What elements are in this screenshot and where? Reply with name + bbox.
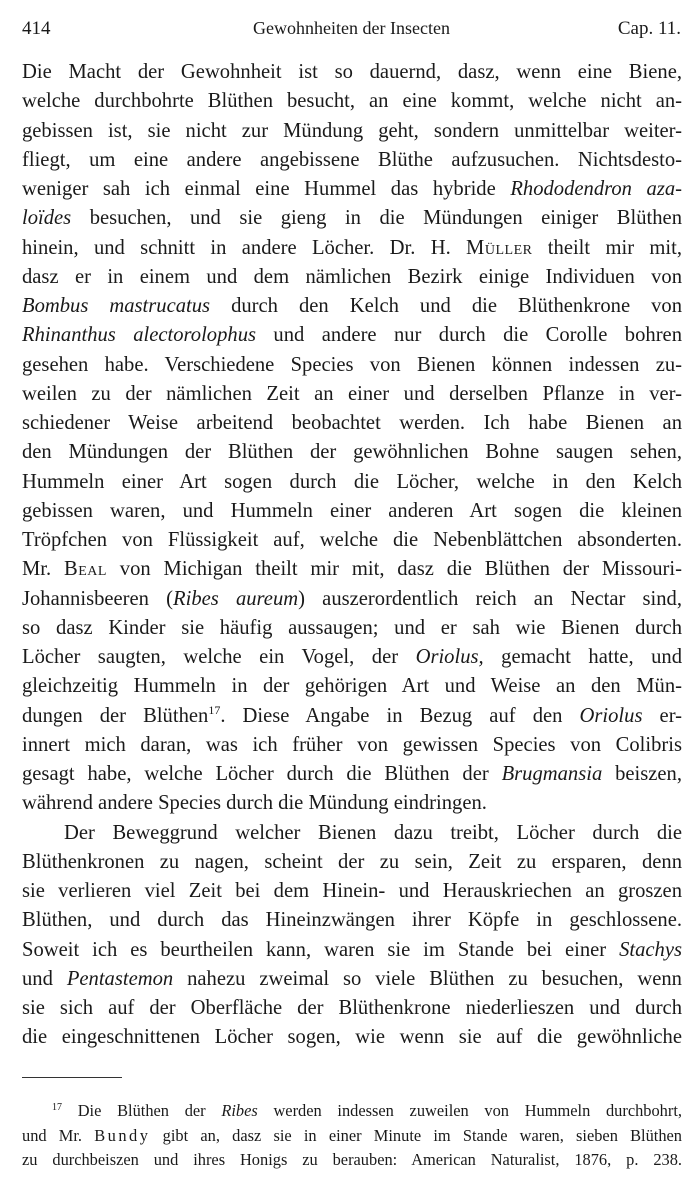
text-line [22,643,682,672]
text-span: gibt an, dasz sie in einer Minute im Stande waren, sieben Blüthen [150,1125,682,1145]
text-line [22,234,682,263]
text-line: Hummeln einer Art sogen durch die Löcher, welche in den Kelch [22,470,682,493]
text-span: und [22,967,67,990]
text-line [22,204,682,233]
text-span: theilt mir mit, [532,236,682,259]
text-line: sie verlieren viel Zeit bei dem Hinein- und Herauskriechen an groszen [22,880,682,902]
text-line: gebissen waren, und Hummeln einer anderen Art sogen die kleinen [22,499,682,522]
text-line [22,965,682,994]
text-line: welche durchbohrte Blüthen besucht, an eine kommt, welche nicht an- [22,90,682,113]
text-line [22,292,682,321]
text-line: Blüthen, und durch das Hineinzwängen ihrer Köpfe in geschlossene. [22,909,682,932]
text-span: von Michigan theilt mir mit, dasz die Blüthen der Missouri- [106,558,682,581]
text-line [22,175,682,204]
text-span: besuchen, und sie gieng in die Mündungen einiger Blüthen [71,207,682,230]
italic-term: loïdes [22,207,72,230]
text-span: gemacht hatte, und [483,646,682,668]
text-line [22,760,682,789]
text-line: Tröpfchen von Flüssigkeit auf, welche die Nebenblättchen absonderten. [22,529,682,551]
text-line: weilen zu der nämlichen Zeit an einer und derselben Pflanze in ver- [22,382,682,405]
paragraph-2 [22,819,682,1053]
footnote-line: zu durchbeiszen und ihres Honigs zu berauben: American Naturalist, 1876, p. 238. [22,1150,682,1169]
author-name: Bundy [94,1125,151,1145]
text-span: Johannisbeeren ( [22,587,174,610]
italic-term: Stachys [619,938,682,961]
italic-term: Bombus mastrucatus [22,295,211,317]
text-span: hinein, und schnitt in andere Löcher. Dr. H. [22,236,467,259]
italic-term: Ribes aureum [173,587,299,610]
text-span: Soweit ich es beurtheilen kann, waren sie im Stande bei einer [22,938,620,961]
text-line: dasz er in einem und dem nämlichen Bezirk einige Individuen von [22,265,682,288]
page-header [22,18,681,48]
text-span: Löcher saugten, welche ein Vogel, der [22,646,416,668]
text-span: und andere nur durch die Corolle bohren [256,324,682,347]
text-line [22,321,682,350]
italic-term: Oriolus, [415,646,484,668]
text-span: . Diese Angabe in Bezug auf den [220,704,580,727]
chapter-label: Cap. 11. [617,18,681,39]
text-line [22,555,682,584]
italic-term: Pentastemon [66,967,174,990]
footnote-line [22,1124,682,1149]
text-span: gesagt habe, welche Löcher durch die Blüthen der [22,763,502,785]
text-line: sie sich auf der Oberfläche der Blüthenkrone niederlieszen und durch [22,997,682,1019]
text-span: dungen der Blüthen [22,704,209,727]
italic-term: Brugmansia [501,763,603,785]
text-span: weniger sah ich einmal eine Hummel das hybride [22,178,511,200]
text-line: Der Beweggrund welcher Bienen dazu treibt, Löcher durch die [64,821,682,844]
footnote-divider [22,1077,122,1078]
text-line: Die Macht der Gewohnheit ist so dauernd, dasz, wenn eine Biene, [22,61,682,83]
italic-term: Ribes [221,1101,258,1120]
text-line [22,702,682,731]
text-line: so dasz Kinder sie häufig aussaugen; und er sah wie Bienen durch [22,616,682,639]
paragraph-1 [22,58,682,819]
author-name: Beal [64,558,107,581]
running-title: Gewohnheiten der Insecten [253,18,450,38]
page-number: 414 [22,18,51,39]
text-span: durch den Kelch und die Blüthenkrone von [210,295,682,317]
text-span: werden indessen zuweilen von Hummeln durchbohrt, [257,1101,682,1120]
text-line [22,936,682,965]
italic-term: Rhinanthus alectorolophus [22,324,257,347]
text-line: schiedener Weise arbeitend beobachtet werden. Ich habe Bienen an [22,412,682,434]
text-line: innert mich daran, was ich früher von gewissen Species von Colibris [22,733,682,756]
footnote-reference[interactable]: 17 [208,702,221,717]
footnote-marker: 17 [52,1102,62,1113]
text-span: Mr. [22,558,65,581]
footnote-17 [22,1099,682,1173]
italic-term: Rhododendron aza- [510,178,682,200]
text-line: während andere Species durch die Mündung eindringen. [22,792,487,815]
text-line: gleichzeitig Hummeln in der gehörigen Art und Weise an den Mün- [22,675,682,698]
text-line: die eingeschnittenen Löcher sogen, wie wenn sie auf die gewöhnliche [22,1026,682,1049]
text-line: gesehen habe. Verschiedene Species von Bienen können indessen zu- [22,353,682,376]
text-span: ) auszerordentlich reich an Nectar sind, [298,587,682,610]
author-name: Müller [466,236,533,259]
main-text [22,58,682,1053]
text-line: gebissen ist, sie nicht zur Mündung geht, sondern unmittelbar weiter- [22,119,682,142]
footnote-line [22,1099,682,1124]
text-span: er- [642,704,682,727]
text-line: Blüthenkronen zu nagen, scheint der zu sein, Zeit zu ersparen, denn [22,850,682,873]
text-line: den Mündungen der Blüthen der gewöhnlichen Bohne saugen sehen, [22,441,682,464]
italic-term: Oriolus [579,704,643,727]
text-span: nahezu zweimal so viele Blüthen zu besuchen, wenn [173,967,682,990]
text-span: beiszen, [602,763,682,785]
text-span: Die Blüthen der [62,1101,222,1120]
text-line: fliegt, um eine andere angebissene Blüthe aufzusuchen. Nichtsdesto- [22,148,682,171]
text-line [22,585,682,614]
text-span: und Mr. [22,1125,95,1145]
